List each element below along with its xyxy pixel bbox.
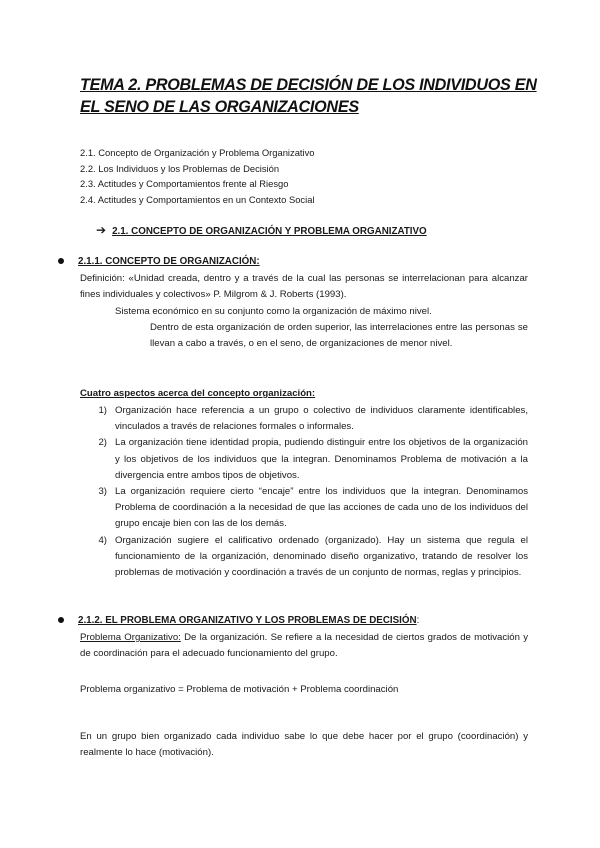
subsection-colon: : <box>416 615 420 626</box>
subsection-label: 2.1.2. EL PROBLEMA ORGANIZATIVO Y LOS PROBLEMAS DE DECISIÓN <box>78 615 417 626</box>
subsection-heading <box>58 615 419 626</box>
document-title: TEMA 2. PROBLEMAS DE DECISIÓN DE LOS INDIVIDUOS EN EL SENO DE LAS ORGANIZACIONES <box>80 76 537 116</box>
list-text: Organización sugiere el calificativo ordenado (organizado). Hay un sistema que regula el funcionamiento de la organización, denominado diseño organizativo, tratando de resolver los problemas de motivación y coordinación a través de un conjunto de normas, reglas y principios. <box>115 534 528 579</box>
aspects-heading: Cuatro aspectos acerca del concepto organización: <box>80 388 316 399</box>
closing-paragraph: En un grupo bien organizado cada individuo sabe lo que debe hacer por el grupo (coordinación) y realmente lo hace (motivación). <box>80 731 528 759</box>
table-of-contents <box>80 145 315 207</box>
list-text: La organización requiere cierto “encaje” entre los individuos que la integran. Denominamos Problema de coordinación a la necesidad de que las acciones de cada uno de los individuos del grupo encaje bien con las de los demás. <box>115 486 528 530</box>
bullet-icon <box>58 258 64 264</box>
problema-organizativo-label: Problema Organizativo: <box>80 632 181 643</box>
list-text: La organización tiene identidad propia, pudiendo distinguir entre los objetivos de la organización y los objetivos de los individuos que la integran. Denominamos Problema de motivación a la divergencia entre ambos tipos de objetivos. <box>115 437 528 481</box>
list-item <box>80 435 528 484</box>
problema-organizativo-paragraph <box>80 630 528 662</box>
bullet-icon <box>58 617 64 623</box>
aspects-list <box>80 403 528 581</box>
toc-item: 2.1. Concepto de Organización y Problema Organizativo <box>80 147 315 158</box>
list-number: 4) <box>98 534 107 546</box>
list-number: 3) <box>98 486 107 498</box>
problema-organizativo-text: De la organización. Se refiere a la necesidad de ciertos grados de motivación y de coordinación para el adecuado funcionamiento del grupo. <box>80 632 529 660</box>
toc-item: 2.3. Actitudes y Comportamientos frente al Riesgo <box>80 178 289 190</box>
subsection-label: 2.1.1. CONCEPTO DE ORGANIZACIÓN: <box>78 256 260 267</box>
subsection-heading <box>58 256 260 267</box>
definition-paragraph: Definición: «Unidad creada, dentro y a través de la cual las personas se interrelacionan para alcanzar fines individuales y colectivos» P. Milgrom & J. Roberts (1993). <box>80 273 528 301</box>
toc-item: 2.2. Los Individuos y los Problemas de Decisión <box>80 162 280 174</box>
toc-item: 2.4. Actitudes y Comportamientos en un Contexto Social <box>80 193 315 205</box>
arrow-right-icon: ➔ <box>96 223 107 237</box>
dentro-paragraph: Dentro de esta organización de orden superior, las interrelaciones entre las personas se llevan a cabo a través, o en el seno, de organizaciones de menor nivel. <box>150 322 528 350</box>
sistema-paragraph: Sistema económico en su conjunto como la organización de máximo nivel. <box>115 306 432 317</box>
list-item <box>80 403 528 435</box>
list-number: 1) <box>98 405 107 416</box>
list-number: 2) <box>98 437 107 449</box>
formula-text: Problema organizativo = Problema de motivación + Problema coordinación <box>80 684 399 695</box>
section-heading-text: 2.1. CONCEPTO DE ORGANIZACIÓN Y PROBLEMA ORGANIZATIVO <box>112 226 427 237</box>
list-item <box>80 484 528 533</box>
list-text: Organización hace referencia a un grupo o colectivo de individuos claramente identificables, vinculados a través de relaciones formales o informales. <box>115 405 528 433</box>
list-item <box>80 533 528 582</box>
section-heading <box>96 223 427 237</box>
